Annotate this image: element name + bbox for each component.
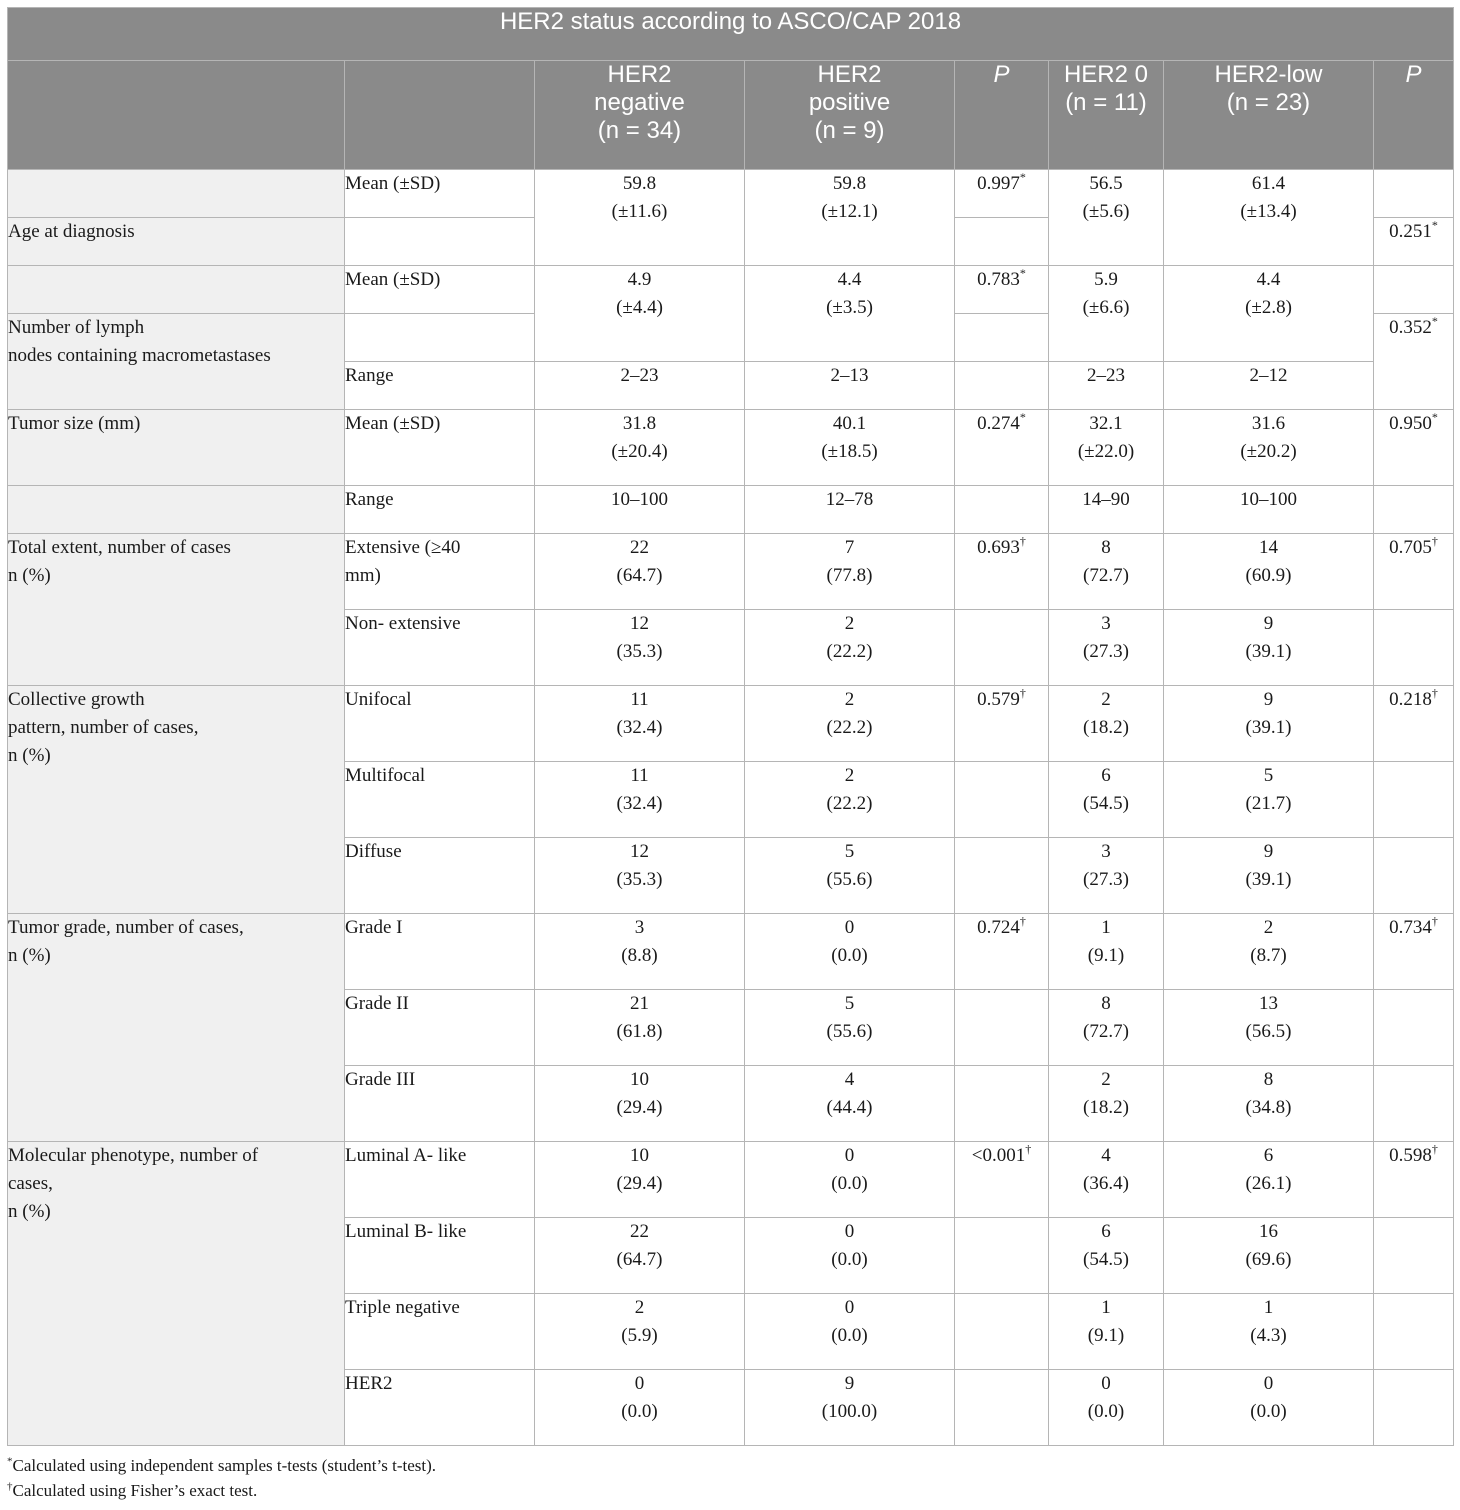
sub-label: Multifocal bbox=[345, 762, 535, 838]
cell-p-value-2 bbox=[1374, 990, 1454, 1066]
cell-her2-negative: 0 (0.0) bbox=[535, 1370, 745, 1446]
cell-her2-positive: 12–78 bbox=[745, 486, 955, 534]
table-row bbox=[8, 914, 1454, 990]
cell-her2-positive: 9 (100.0) bbox=[745, 1370, 955, 1446]
cell-her2-positive: 4 (44.4) bbox=[745, 1066, 955, 1142]
cell-her2-zero: 2 (18.2) bbox=[1049, 686, 1164, 762]
cell-her2-zero: 14–90 bbox=[1049, 486, 1164, 534]
cell-her2-positive: 40.1 (±18.5) bbox=[745, 410, 955, 486]
cell-her2-negative: 4.9 (±4.4) bbox=[535, 266, 745, 362]
cell-her2-positive: 0 (0.0) bbox=[745, 1142, 955, 1218]
sub-label: HER2 bbox=[345, 1370, 535, 1446]
table-row bbox=[8, 170, 1454, 218]
table-title: HER2 status according to ASCO/CAP 2018 bbox=[8, 8, 1454, 61]
cell-her2-low: 9 (39.1) bbox=[1164, 610, 1374, 686]
sub-label: Luminal B- like bbox=[345, 1218, 535, 1294]
cell-p-value-2 bbox=[1374, 838, 1454, 914]
cell-her2-low: 6 (26.1) bbox=[1164, 1142, 1374, 1218]
cell-p-value-1: 0.274* bbox=[955, 410, 1049, 486]
cell-her2-negative: 10 (29.4) bbox=[535, 1142, 745, 1218]
cell-her2-low: 9 (39.1) bbox=[1164, 686, 1374, 762]
cell-blank bbox=[955, 486, 1049, 534]
cell-blank bbox=[345, 218, 535, 266]
cell-her2-positive: 4.4 (±3.5) bbox=[745, 266, 955, 362]
cell-her2-zero: 6 (54.5) bbox=[1049, 1218, 1164, 1294]
cell-p-value-1 bbox=[955, 1370, 1049, 1446]
cell-blank bbox=[1374, 486, 1454, 534]
table-container bbox=[7, 7, 1453, 1503]
cell-her2-zero: 2 (18.2) bbox=[1049, 1066, 1164, 1142]
cell-her2-positive: 2 (22.2) bbox=[745, 762, 955, 838]
cell-her2-low: 0 (0.0) bbox=[1164, 1370, 1374, 1446]
cell-her2-low: 2 (8.7) bbox=[1164, 914, 1374, 990]
cell-p-value-2: 0.251* bbox=[1374, 218, 1454, 266]
cell-her2-zero: 5.9 (±6.6) bbox=[1049, 266, 1164, 362]
cell-her2-negative: 11 (32.4) bbox=[535, 762, 745, 838]
cell-p-value-2 bbox=[1374, 1066, 1454, 1142]
sub-label: Mean (±SD) bbox=[345, 410, 535, 486]
footnotes bbox=[7, 1453, 1453, 1503]
cell-p-value-2: 0.352* bbox=[1374, 314, 1454, 410]
cell-her2-negative: 10 (29.4) bbox=[535, 1066, 745, 1142]
cell-her2-low: 9 (39.1) bbox=[1164, 838, 1374, 914]
cell-her2-zero: 2–23 bbox=[1049, 362, 1164, 410]
cell-her2-zero: 8 (72.7) bbox=[1049, 534, 1164, 610]
sub-label: Range bbox=[345, 486, 535, 534]
cell-her2-low: 2–12 bbox=[1164, 362, 1374, 410]
table-row bbox=[8, 534, 1454, 610]
header-her2-low: HER2-low (n = 23) bbox=[1164, 61, 1374, 170]
cell-p-value-1 bbox=[955, 1066, 1049, 1142]
cell-blank bbox=[955, 218, 1049, 266]
footnote-fisher: †Calculated using Fisher’s exact test. bbox=[7, 1480, 258, 1500]
cell-p-value-1 bbox=[955, 838, 1049, 914]
cell-p-value-1 bbox=[955, 990, 1049, 1066]
sub-label: Unifocal bbox=[345, 686, 535, 762]
sub-label: Luminal A- like bbox=[345, 1142, 535, 1218]
row-label-age: Age at diagnosis bbox=[8, 218, 345, 266]
cell-p-value-1 bbox=[955, 762, 1049, 838]
cell-her2-negative: 22 (64.7) bbox=[535, 1218, 745, 1294]
cell-her2-negative: 12 (35.3) bbox=[535, 610, 745, 686]
cell-blank bbox=[955, 362, 1049, 410]
cell-her2-positive: 0 (0.0) bbox=[745, 1218, 955, 1294]
cell-p-value-2 bbox=[1374, 610, 1454, 686]
row-label-lymph-nodes: Number of lymph nodes containing macrometastases bbox=[8, 314, 345, 410]
cell-blank bbox=[955, 314, 1049, 362]
cell-her2-zero: 3 (27.3) bbox=[1049, 838, 1164, 914]
row-label-blank bbox=[8, 266, 345, 314]
her2-status-table bbox=[7, 7, 1454, 1446]
cell-p-value-2 bbox=[1374, 762, 1454, 838]
table-row bbox=[8, 1142, 1454, 1218]
table-row bbox=[8, 410, 1454, 486]
cell-her2-low: 1 (4.3) bbox=[1164, 1294, 1374, 1370]
cell-her2-negative: 22 (64.7) bbox=[535, 534, 745, 610]
cell-her2-positive: 7 (77.8) bbox=[745, 534, 955, 610]
cell-p-value-2 bbox=[1374, 1218, 1454, 1294]
cell-p-value-1: 0.579† bbox=[955, 686, 1049, 762]
cell-her2-zero: 0 (0.0) bbox=[1049, 1370, 1164, 1446]
header-p-value-1: P bbox=[955, 61, 1049, 170]
cell-p-value-2: 0.734† bbox=[1374, 914, 1454, 990]
sub-label: Non- extensive bbox=[345, 610, 535, 686]
cell-her2-low: 8 (34.8) bbox=[1164, 1066, 1374, 1142]
row-label-tumor-size: Tumor size (mm) bbox=[8, 410, 345, 486]
row-label-tumor-grade: Tumor grade, number of cases, n (%) bbox=[8, 914, 345, 1142]
cell-p-value-1 bbox=[955, 1294, 1049, 1370]
sub-label: Range bbox=[345, 362, 535, 410]
cell-p-value-2: 0.218† bbox=[1374, 686, 1454, 762]
header-her2-positive: HER2 positive (n = 9) bbox=[745, 61, 955, 170]
footnote-ttest: *Calculated using independent samples t-tests (student’s t-test). bbox=[7, 1455, 436, 1475]
cell-her2-positive: 0 (0.0) bbox=[745, 1294, 955, 1370]
cell-p-value-2 bbox=[1374, 1370, 1454, 1446]
cell-her2-negative: 59.8 (±11.6) bbox=[535, 170, 745, 266]
cell-blank bbox=[1374, 266, 1454, 314]
cell-her2-negative: 2 (5.9) bbox=[535, 1294, 745, 1370]
sub-label: Mean (±SD) bbox=[345, 170, 535, 218]
row-label-blank bbox=[8, 486, 345, 534]
cell-her2-zero: 1 (9.1) bbox=[1049, 1294, 1164, 1370]
cell-her2-negative: 2–23 bbox=[535, 362, 745, 410]
cell-her2-low: 61.4 (±13.4) bbox=[1164, 170, 1374, 266]
row-label-molecular-phenotype: Molecular phenotype, number of cases, n (%) bbox=[8, 1142, 345, 1446]
cell-her2-positive: 0 (0.0) bbox=[745, 914, 955, 990]
cell-her2-positive: 59.8 (±12.1) bbox=[745, 170, 955, 266]
cell-blank bbox=[1374, 170, 1454, 218]
cell-her2-zero: 8 (72.7) bbox=[1049, 990, 1164, 1066]
header-her2-zero: HER2 0 (n = 11) bbox=[1049, 61, 1164, 170]
cell-her2-negative: 31.8 (±20.4) bbox=[535, 410, 745, 486]
cell-her2-low: 4.4 (±2.8) bbox=[1164, 266, 1374, 362]
sub-label: Triple negative bbox=[345, 1294, 535, 1370]
header-p-value-2: P bbox=[1374, 61, 1454, 170]
cell-her2-positive: 5 (55.6) bbox=[745, 990, 955, 1066]
cell-p-value-1: <0.001† bbox=[955, 1142, 1049, 1218]
cell-p-value-1: 0.783* bbox=[955, 266, 1049, 314]
sub-label: Grade I bbox=[345, 914, 535, 990]
cell-her2-negative: 10–100 bbox=[535, 486, 745, 534]
cell-her2-positive: 2–13 bbox=[745, 362, 955, 410]
cell-her2-low: 14 (60.9) bbox=[1164, 534, 1374, 610]
cell-p-value-1 bbox=[955, 1218, 1049, 1294]
cell-her2-zero: 1 (9.1) bbox=[1049, 914, 1164, 990]
row-label-total-extent: Total extent, number of cases n (%) bbox=[8, 534, 345, 686]
cell-her2-positive: 2 (22.2) bbox=[745, 610, 955, 686]
cell-p-value-1 bbox=[955, 610, 1049, 686]
cell-p-value-2: 0.950* bbox=[1374, 410, 1454, 486]
header-blank-1 bbox=[8, 61, 345, 170]
cell-p-value-2: 0.705† bbox=[1374, 534, 1454, 610]
cell-her2-zero: 3 (27.3) bbox=[1049, 610, 1164, 686]
header-her2-negative: HER2 negative (n = 34) bbox=[535, 61, 745, 170]
row-label-collective-growth: Collective growth pattern, number of cases, n (%) bbox=[8, 686, 345, 914]
cell-p-value-2: 0.598† bbox=[1374, 1142, 1454, 1218]
cell-p-value-1: 0.997* bbox=[955, 170, 1049, 218]
row-label-blank bbox=[8, 170, 345, 218]
cell-her2-zero: 56.5 (±5.6) bbox=[1049, 170, 1164, 266]
cell-her2-zero: 32.1 (±22.0) bbox=[1049, 410, 1164, 486]
sub-label: Diffuse bbox=[345, 838, 535, 914]
table-row bbox=[8, 486, 1454, 534]
sub-label: Extensive (≥40 mm) bbox=[345, 534, 535, 610]
cell-her2-low: 10–100 bbox=[1164, 486, 1374, 534]
cell-her2-zero: 4 (36.4) bbox=[1049, 1142, 1164, 1218]
cell-her2-negative: 12 (35.3) bbox=[535, 838, 745, 914]
cell-p-value-1: 0.724† bbox=[955, 914, 1049, 990]
sub-label: Grade III bbox=[345, 1066, 535, 1142]
cell-p-value-1: 0.693† bbox=[955, 534, 1049, 610]
cell-her2-low: 31.6 (±20.2) bbox=[1164, 410, 1374, 486]
cell-her2-negative: 3 (8.8) bbox=[535, 914, 745, 990]
cell-her2-positive: 2 (22.2) bbox=[745, 686, 955, 762]
table-row bbox=[8, 266, 1454, 314]
cell-her2-negative: 21 (61.8) bbox=[535, 990, 745, 1066]
cell-blank bbox=[345, 314, 535, 362]
cell-her2-negative: 11 (32.4) bbox=[535, 686, 745, 762]
cell-her2-positive: 5 (55.6) bbox=[745, 838, 955, 914]
sub-label: Grade II bbox=[345, 990, 535, 1066]
cell-her2-low: 13 (56.5) bbox=[1164, 990, 1374, 1066]
header-blank-2 bbox=[345, 61, 535, 170]
cell-p-value-2 bbox=[1374, 1294, 1454, 1370]
cell-her2-low: 16 (69.6) bbox=[1164, 1218, 1374, 1294]
sub-label: Mean (±SD) bbox=[345, 266, 535, 314]
table-row bbox=[8, 686, 1454, 762]
cell-her2-low: 5 (21.7) bbox=[1164, 762, 1374, 838]
cell-her2-zero: 6 (54.5) bbox=[1049, 762, 1164, 838]
